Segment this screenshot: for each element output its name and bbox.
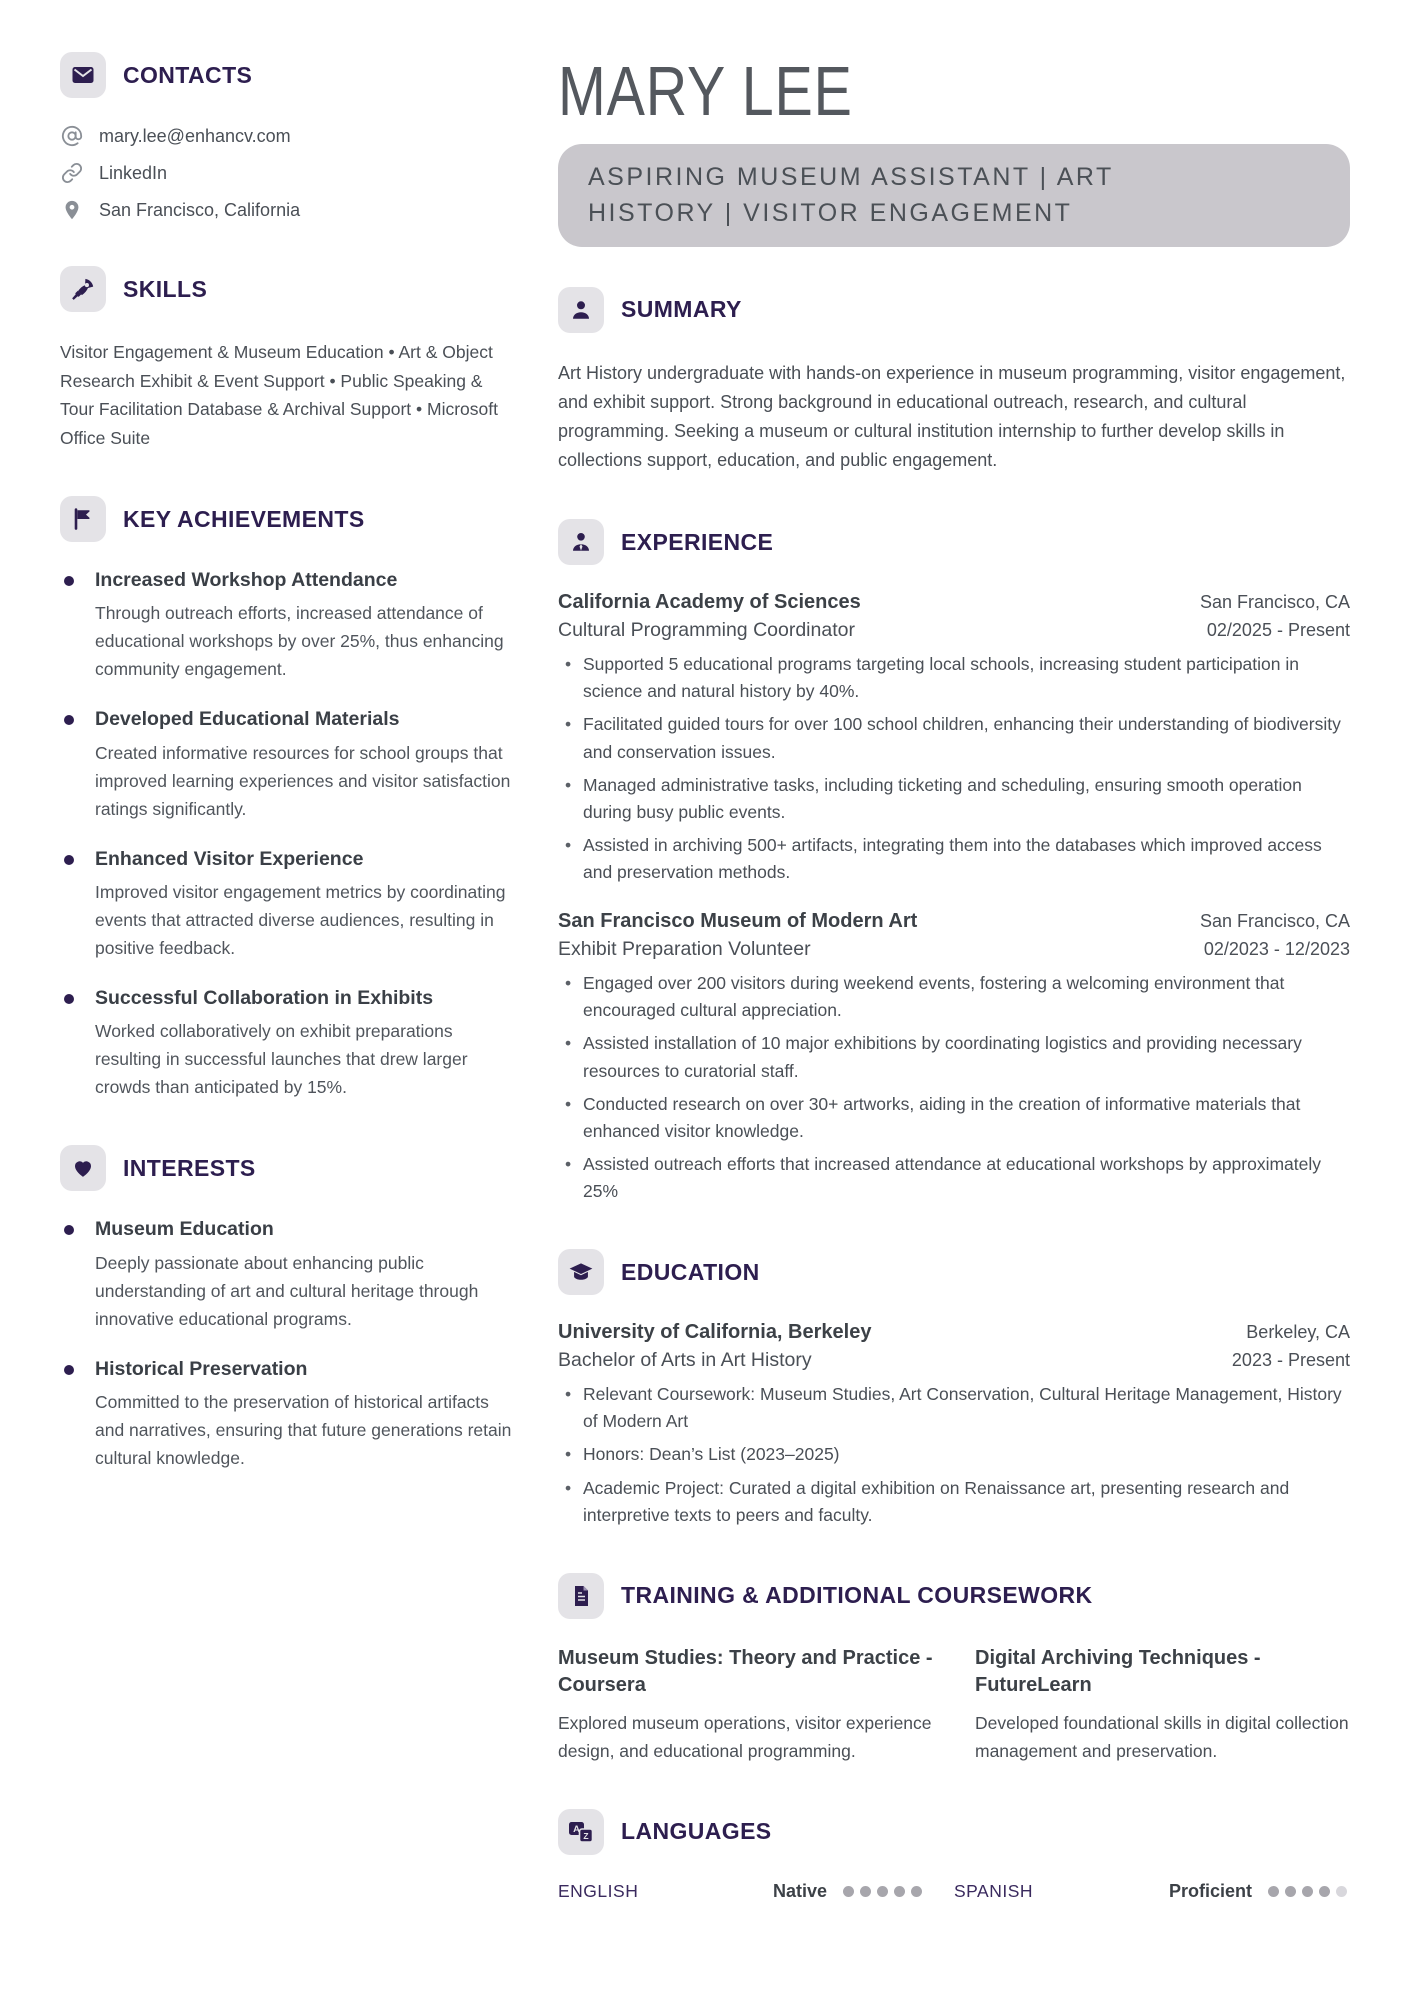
achievements-list bbox=[60, 568, 512, 1101]
list-item bbox=[60, 986, 512, 1101]
item-description: Deeply passionate about enhancing public understanding of art and cultural heritage through innovative educational programs. bbox=[95, 1252, 479, 1329]
language-name: SPANISH bbox=[954, 1880, 1034, 1901]
course-title: Museum Studies: Theory and Practice - Coursera bbox=[558, 1646, 933, 1696]
training-section bbox=[558, 1573, 1350, 1765]
skills-section bbox=[60, 266, 512, 452]
interests-list bbox=[60, 1217, 512, 1472]
item-description: Worked collaboratively on exhibit preparations resulting in successful launches that drew larger crowds than anticipated by 15%. bbox=[95, 1021, 468, 1098]
company-name: San Francisco Museum of Modern Art bbox=[558, 910, 918, 933]
training-heading bbox=[558, 1573, 1350, 1619]
experience-entry bbox=[558, 910, 1350, 1205]
location-pin-icon bbox=[60, 198, 84, 222]
education-dates: 2023 - Present bbox=[1231, 1350, 1350, 1371]
list-item bbox=[60, 1217, 512, 1332]
bullet-item: • Academic Project: Curated a digital exhibition on Renaissance art, presenting research and interpretive texts to peers and faculty. bbox=[558, 1475, 1350, 1529]
interests-section bbox=[60, 1145, 512, 1472]
education-bullets bbox=[558, 1381, 1350, 1529]
courses bbox=[558, 1645, 1350, 1765]
experience-entry bbox=[558, 591, 1350, 886]
job-bullet: • Assisted in archiving 500+ artifacts, integrating them into the databases which improved access and preservation methods. bbox=[558, 832, 1350, 886]
job-title: Cultural Programming Coordinator bbox=[558, 619, 855, 642]
summary-text: Art History undergraduate with hands-on experience in museum programming, visitor engagement, and exhibit support. Strong background in educational outreach, research, and cultural programming. Seeking a museum or cultural institution internship to further develop skills in collections support, education, and public engagement. bbox=[558, 362, 1346, 470]
language-entry bbox=[954, 1881, 1350, 1902]
course-entry bbox=[558, 1645, 933, 1765]
language-entry bbox=[558, 1881, 954, 1902]
school-location: Berkeley, CA bbox=[1246, 1322, 1350, 1343]
person-tie-icon bbox=[558, 519, 604, 565]
summary-section bbox=[558, 287, 1350, 476]
language-level: Native bbox=[773, 1880, 828, 1901]
bullet-item: • Honors: Dean’s List (2023–2025) bbox=[558, 1441, 1350, 1468]
course-entry bbox=[975, 1645, 1350, 1765]
education-entry bbox=[558, 1321, 1350, 1529]
rocket-icon bbox=[60, 266, 106, 312]
graduation-cap-icon bbox=[558, 1249, 604, 1295]
job-title: Exhibit Preparation Volunteer bbox=[558, 938, 811, 961]
languages-list bbox=[558, 1881, 1350, 1902]
item-description: Created informative resources for school groups that improved learning experiences and visitor satisfaction ratings significantly. bbox=[95, 742, 511, 819]
headline-text: ASPIRING MUSEUM ASSISTANT | ART HISTORY | VISITOR ENGAGEMENT bbox=[588, 163, 1114, 228]
sidebar bbox=[60, 52, 512, 1946]
company-name: California Academy of Sciences bbox=[558, 591, 861, 614]
job-bullet: • Conducted research on over 30+ artworks, aiding in the creation of informative materials that enhanced visitor knowledge. bbox=[558, 1091, 1350, 1145]
course-description: Developed foundational skills in digital collection management and preservation. bbox=[975, 1712, 1349, 1761]
contact-text: mary.lee@enhancv.com bbox=[99, 125, 291, 146]
section-title: KEY ACHIEVEMENTS bbox=[123, 505, 365, 532]
item-title: Successful Collaboration in Exhibits bbox=[95, 987, 434, 1010]
svg-text:Z: Z bbox=[583, 1830, 589, 1841]
item-title: Increased Workshop Attendance bbox=[95, 569, 398, 592]
summary-heading bbox=[558, 287, 1350, 333]
education-heading bbox=[558, 1249, 1350, 1295]
experience-heading bbox=[558, 519, 1350, 565]
experience-list bbox=[558, 591, 1350, 1205]
job-bullet: • Assisted outreach efforts that increased attendance at educational workshops by approximately 25% bbox=[558, 1151, 1350, 1205]
job-bullet: • Engaged over 200 visitors during weekend events, fostering a welcoming environment that encouraged cultural appreciation. bbox=[558, 970, 1350, 1024]
contact-text: San Francisco, California bbox=[99, 199, 301, 220]
headline-pill bbox=[558, 144, 1350, 247]
list-item bbox=[60, 707, 512, 822]
skills-text: Visitor Engagement & Museum Education • Art & Object Research Exhibit & Event Support • Public Speaking & Tour Facilitation Database & Archival Support • Microsoft Office Suite bbox=[60, 342, 498, 448]
section-title: EDUCATION bbox=[621, 1258, 760, 1285]
item-title: Historical Preservation bbox=[95, 1357, 308, 1380]
link-icon bbox=[60, 161, 84, 185]
job-bullet: • Assisted installation of 10 major exhibitions by coordinating logistics and providing necessary resources to curatorial staff. bbox=[558, 1030, 1350, 1084]
skills-heading bbox=[60, 266, 512, 312]
key-achievements-section bbox=[60, 496, 512, 1101]
contact-text: LinkedIn bbox=[99, 162, 168, 183]
envelope-icon bbox=[60, 52, 106, 98]
section-title: EXPERIENCE bbox=[621, 528, 774, 555]
job-dates: 02/2025 - Present bbox=[1206, 620, 1350, 641]
section-title: LANGUAGES bbox=[621, 1818, 772, 1845]
course-description: Explored museum operations, visitor experience design, and educational programming. bbox=[558, 1712, 932, 1761]
bullet-item: • Relevant Coursework: Museum Studies, Art Conservation, Cultural Heritage Management, History of Modern Art bbox=[558, 1381, 1350, 1435]
language-proficiency-dots bbox=[843, 1886, 922, 1897]
education-section bbox=[558, 1249, 1350, 1529]
languages-section bbox=[558, 1809, 1350, 1902]
section-title: TRAINING & ADDITIONAL COURSEWORK bbox=[621, 1582, 1093, 1609]
flag-icon bbox=[60, 496, 106, 542]
item-description: Through outreach efforts, increased attendance of educational workshops by over 25%, thus enhancing community engagement. bbox=[95, 603, 504, 680]
person-icon bbox=[558, 287, 604, 333]
job-dates: 02/2023 - 12/2023 bbox=[1203, 939, 1350, 960]
job-bullet: • Supported 5 educational programs targeting local schools, increasing student participation in science and natural history by 40%. bbox=[558, 651, 1350, 705]
item-title: Enhanced Visitor Experience bbox=[95, 847, 364, 870]
degree: Bachelor of Arts in Art History bbox=[558, 1349, 812, 1372]
job-location: San Francisco, CA bbox=[1199, 911, 1350, 932]
main-content bbox=[558, 52, 1350, 1946]
section-title: SUMMARY bbox=[621, 296, 742, 322]
section-title: SKILLS bbox=[123, 275, 208, 302]
list-item bbox=[60, 568, 512, 683]
contacts-heading bbox=[60, 52, 512, 98]
experience-section bbox=[558, 519, 1350, 1205]
job-bullet: • Managed administrative tasks, including ticketing and scheduling, ensuring smooth operation during busy public events. bbox=[558, 772, 1350, 826]
contact-location bbox=[60, 198, 512, 222]
school-name: University of California, Berkeley bbox=[558, 1321, 872, 1344]
candidate-name: MARY LEE bbox=[558, 52, 853, 130]
list-item bbox=[60, 1357, 512, 1472]
list-item bbox=[60, 847, 512, 962]
item-description: Committed to the preservation of historical artifacts and narratives, ensuring that future generations retain cultural knowledge. bbox=[95, 1392, 512, 1469]
language-proficiency-dots bbox=[1268, 1886, 1347, 1897]
job-location: San Francisco, CA bbox=[1199, 592, 1350, 613]
languages-heading bbox=[558, 1809, 1350, 1855]
contact-linkedin[interactable] bbox=[60, 161, 512, 185]
contacts-list bbox=[60, 124, 512, 222]
job-bullet: • Facilitated guided tours for over 100 school children, enhancing their understanding of biodiversity and conservation issues. bbox=[558, 711, 1350, 765]
contacts-section bbox=[60, 52, 512, 222]
translate-icon bbox=[558, 1809, 604, 1855]
item-description: Improved visitor engagement metrics by coordinating events that attracted diverse audiences, resulting in positive feedback. bbox=[95, 882, 506, 959]
interests-heading bbox=[60, 1145, 512, 1191]
contact-email[interactable] bbox=[60, 124, 512, 148]
section-title: CONTACTS bbox=[123, 61, 253, 88]
at-icon bbox=[60, 124, 84, 148]
heart-icon bbox=[60, 1145, 106, 1191]
item-title: Museum Education bbox=[95, 1218, 274, 1241]
svg-text:A: A bbox=[573, 1823, 580, 1835]
item-title: Developed Educational Materials bbox=[95, 708, 400, 731]
language-name: ENGLISH bbox=[558, 1880, 639, 1901]
document-icon bbox=[558, 1573, 604, 1619]
course-title: Digital Archiving Techniques - FutureLearn bbox=[975, 1646, 1261, 1696]
language-level: Proficient bbox=[1169, 1880, 1253, 1901]
section-title: INTERESTS bbox=[123, 1154, 256, 1181]
key-achievements-heading bbox=[60, 496, 512, 542]
